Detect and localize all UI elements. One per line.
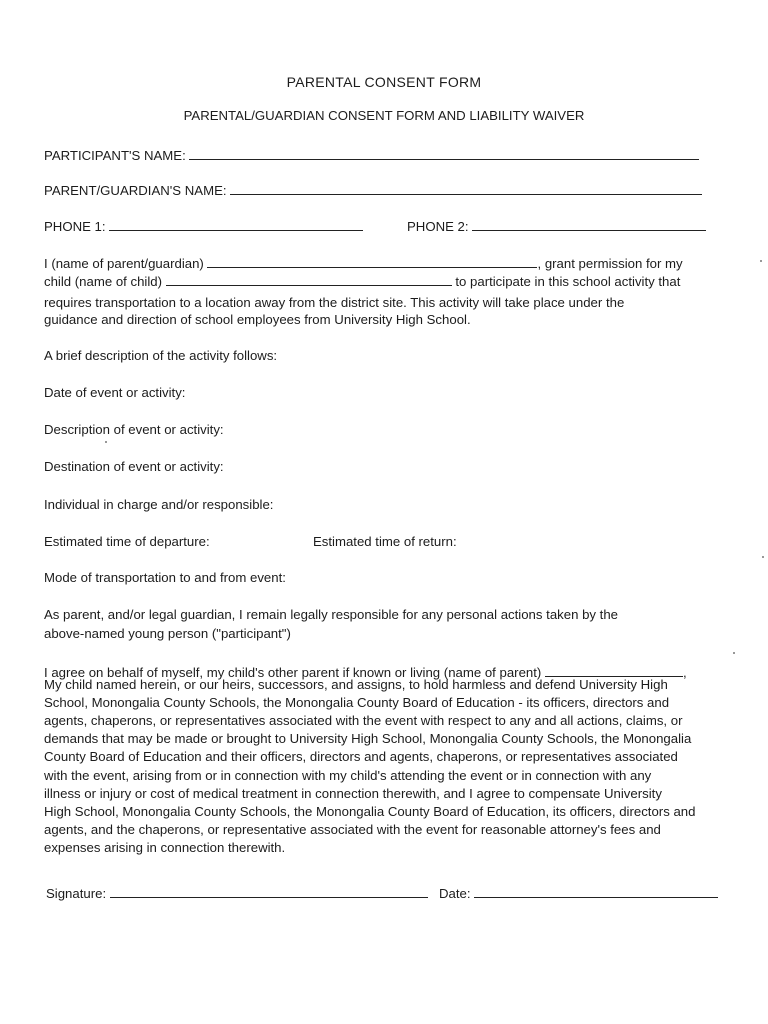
permission-line-2 <box>44 274 680 290</box>
permission-line-1: I (name of parent/guardian) , grant permission for my <box>44 256 683 271</box>
waiver-paragraph <box>44 664 695 857</box>
participant-name-label: PARTICIPANT'S NAME: <box>44 148 186 163</box>
responsibility-line-1: As parent, and/or legal guardian, I remain legally responsible for any personal actions taken by the <box>44 607 618 622</box>
return-time-label: Estimated time of return: <box>313 534 457 549</box>
participant-name-line[interactable] <box>189 148 699 160</box>
phone1-line[interactable] <box>109 219 363 231</box>
phone2-label: PHONE 2: <box>407 219 469 234</box>
guardian-name-field <box>44 183 702 199</box>
phone1-label: PHONE 1: <box>44 219 106 234</box>
signature-field <box>46 886 428 902</box>
signature-line[interactable] <box>110 886 428 898</box>
participant-name-field <box>44 148 699 164</box>
waiver-line: High School, Monongalia County Schools, the Monongalia County Board of Education, its officers, directors and <box>44 803 696 819</box>
waiver-line: School, Monongalia County Schools, the Monongalia County Board of Education - its officers, directors and <box>44 695 670 711</box>
waiver-line: demands that may be made or brought to University High School, Monongalia County Schools, the Monongalia <box>44 731 692 747</box>
waiver-line: expenses arising in connection therewith. <box>44 839 286 855</box>
waiver-text: I agree on behalf of myself, my child's other parent if known or living (name of parent) <box>44 665 542 680</box>
date-sign-label: Date: <box>439 886 471 901</box>
scan-speck <box>105 441 107 443</box>
departure-time-label: Estimated time of departure: <box>44 534 210 549</box>
waiver-line: illness or injury or cost of medical treatment in connection therewith, and I agree to compensate University <box>44 785 662 801</box>
waiver-line: County Board of Education and their officers, directors and agents, chaperons, or representatives associated <box>44 749 678 765</box>
responsibility-line-2: above-named young person ("participant") <box>44 626 291 641</box>
signature-label: Signature: <box>46 886 107 901</box>
permission-line-4: guidance and direction of school employees from University High School. <box>44 312 471 327</box>
phone1-field <box>44 219 363 235</box>
scan-speck <box>733 652 735 654</box>
waiver-line: with the event, arising from or in connection with my child's attending the event or in connection with any <box>44 767 652 783</box>
guardian-permission-label: I (name of parent/guardian) <box>44 256 204 271</box>
date-line[interactable] <box>474 886 718 898</box>
waiver-line: I agree on behalf of myself, my child's other parent if known or living (name of parent) , <box>44 665 687 680</box>
scan-speck <box>762 556 764 558</box>
waiver-line: My child named herein, or our heirs, successors, and assigns, to hold harmless and defend University High <box>44 677 668 693</box>
waiver-line: agents, chaperons, or representatives associated with the event with respect to any and all actions, claims, or <box>44 713 683 729</box>
guardian-name-label: PARENT/GUARDIAN'S NAME: <box>44 183 227 198</box>
individual-in-charge-label: Individual in charge and/or responsible: <box>44 497 274 512</box>
activity-intro: A brief description of the activity follows: <box>44 348 278 363</box>
guardian-name-line[interactable] <box>230 183 702 195</box>
form-title: PARENTAL CONSENT FORM <box>286 74 482 90</box>
form-subtitle: PARENTAL/GUARDIAN CONSENT FORM AND LIABILITY WAIVER <box>183 108 585 123</box>
permission-child-line[interactable] <box>166 274 452 286</box>
waiver-line: agents, and the chaperons, or representative associated with the event for reasonable attorney's fees and <box>44 821 661 837</box>
event-description-label: Description of event or activity: <box>44 422 224 437</box>
event-destination-label: Destination of event or activity: <box>44 459 224 474</box>
permission-text: to participate in this school activity that <box>455 274 681 289</box>
date-field <box>439 886 718 902</box>
permission-guardian-line[interactable] <box>207 256 537 268</box>
scan-speck <box>760 260 762 262</box>
transportation-label: Mode of transportation to and from event: <box>44 570 286 585</box>
phone2-field <box>407 219 706 235</box>
permission-text: grant permission for my <box>544 256 683 271</box>
event-date-label: Date of event or activity: <box>44 385 186 400</box>
permission-line-3: requires transportation to a location away from the district site. This activity will take place under the <box>44 295 625 310</box>
child-permission-label: child (name of child) <box>44 274 163 289</box>
phone2-line[interactable] <box>472 219 706 231</box>
